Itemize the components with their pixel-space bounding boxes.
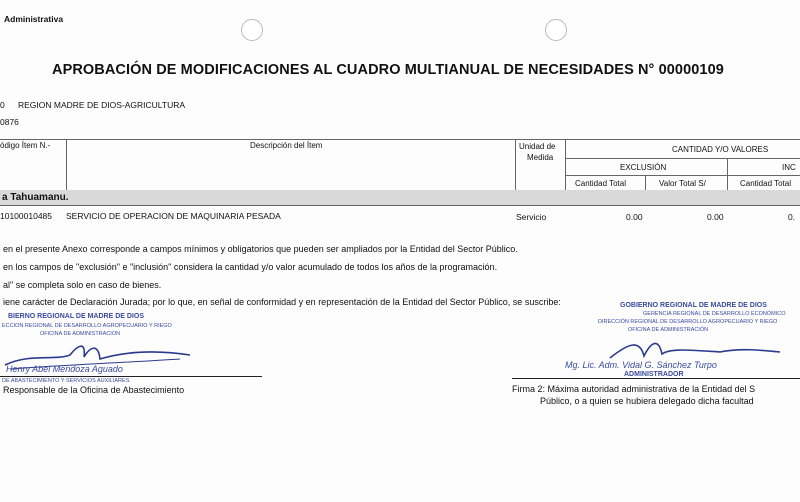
row-exclusion-qty: 0.00 [626, 212, 643, 222]
right-stamp-line3: DIRECCIÓN REGIONAL DE DESARROLLO AGROPECUARIO Y RIEGO [598, 319, 778, 325]
right-signature-caption-2: Público, o a quien se hubiera delegado dicha facultad [540, 396, 754, 406]
col-divider-unit [565, 139, 566, 190]
left-stamp-line3: OFICINA DE ADMINISTRACION [40, 331, 121, 337]
left-signer-name: Henry Abel Mendoza Aguado [6, 364, 123, 374]
right-signature-caption-1: Firma 2: Máxima autoridad administrativa de la Entidad del S [512, 384, 756, 394]
group-label: a Tahuamanu. [2, 192, 69, 203]
note-1: en el presente Anexo corresponde a campos mínimos y obligatorios que pueden ser ampliados por la Entidad del Sector Público. [3, 244, 518, 254]
header-split-2 [565, 175, 800, 176]
right-stamp-line2: GERENCIA REGIONAL DE DESARROLLO ECONÓMICO [643, 311, 786, 317]
note-2: en los campos de "exclusión" e "inclusión" considera la cantidad y/o valor acumulado de todos los años de la programación. [3, 262, 498, 272]
left-stamp-line2: ECCION REGIONAL DE DESARROLLO AGROPECUARIO Y RIEGO [2, 323, 172, 329]
header-split-1 [565, 158, 800, 159]
document-title: APROBACIÓN DE MODIFICACIONES AL CUADRO MULTIANUAL DE NECESIDADES N° 00000109 [52, 62, 724, 78]
row-unit: Servicio [516, 212, 547, 222]
right-stamp-line1: GOBIERNO REGIONAL DE MADRE DE DIOS [620, 302, 767, 309]
header-exclusion: EXCLUSIÓN [620, 163, 667, 172]
header-unit-1: Unidad de [519, 142, 556, 151]
punch-hole-left [241, 19, 263, 41]
header-unit-2: Medida [527, 153, 554, 162]
col-divider-code [66, 139, 67, 190]
left-signature-line [0, 376, 262, 377]
col-divider-exclusion [727, 158, 728, 190]
header-inclusion: INC [782, 163, 796, 172]
group-bar [0, 190, 800, 205]
header-description: Descripción del Ítem [250, 141, 323, 150]
entity-type: Administrativa [4, 14, 64, 24]
table-top-border [0, 139, 800, 140]
right-stamp-line4: OFICINA DE ADMINISTRACIÓN [628, 327, 709, 333]
row-inclusion-qty: 0. [788, 212, 796, 222]
note-4: iene carácter de Declaración Jurada; por lo que, en señal de conformidad y en representación de la Entidad del Sector Público, se suscribe: [3, 297, 561, 307]
col-divider-desc [515, 139, 516, 190]
unit-code: 0 [0, 100, 5, 110]
row-code: 10100010485 [0, 211, 53, 221]
right-signer-role: ADMINISTRADOR [624, 371, 684, 378]
header-quantity-values: CANTIDAD Y/O VALORES [672, 145, 769, 154]
header-qty-total: Cantidad Total [575, 179, 626, 188]
header-code: ódigo Ítem N.- [0, 141, 51, 150]
row-exclusion-value: 0.00 [707, 212, 724, 222]
punch-hole-right [545, 19, 567, 41]
note-3: al" se completa solo en caso de bienes. [3, 280, 162, 290]
header-qty-total-2: Cantidad Total [740, 179, 791, 188]
unit-number: 0876 [0, 117, 19, 127]
left-signer-office: DE ABASTECIMIENTO Y SERVICIOS AUXILIARES [2, 378, 130, 384]
row-description: SERVICIO DE OPERACION DE MAQUINARIA PESADA [66, 211, 281, 221]
right-signature-line [512, 378, 800, 379]
left-stamp-line1: BIERNO REGIONAL DE MADRE DE DIOS [8, 313, 144, 320]
right-signer-name: Mg. Lic. Adm. Vidal G. Sánchez Turpo [565, 360, 717, 370]
col-divider-qty [645, 175, 646, 190]
group-bar-bottom [0, 205, 800, 206]
unit-name: REGION MADRE DE DIOS-AGRICULTURA [18, 100, 186, 110]
left-signature-caption: Responsable de la Oficina de Abastecimiento [3, 385, 185, 395]
header-value-total: Valor Total S/ [659, 179, 706, 188]
